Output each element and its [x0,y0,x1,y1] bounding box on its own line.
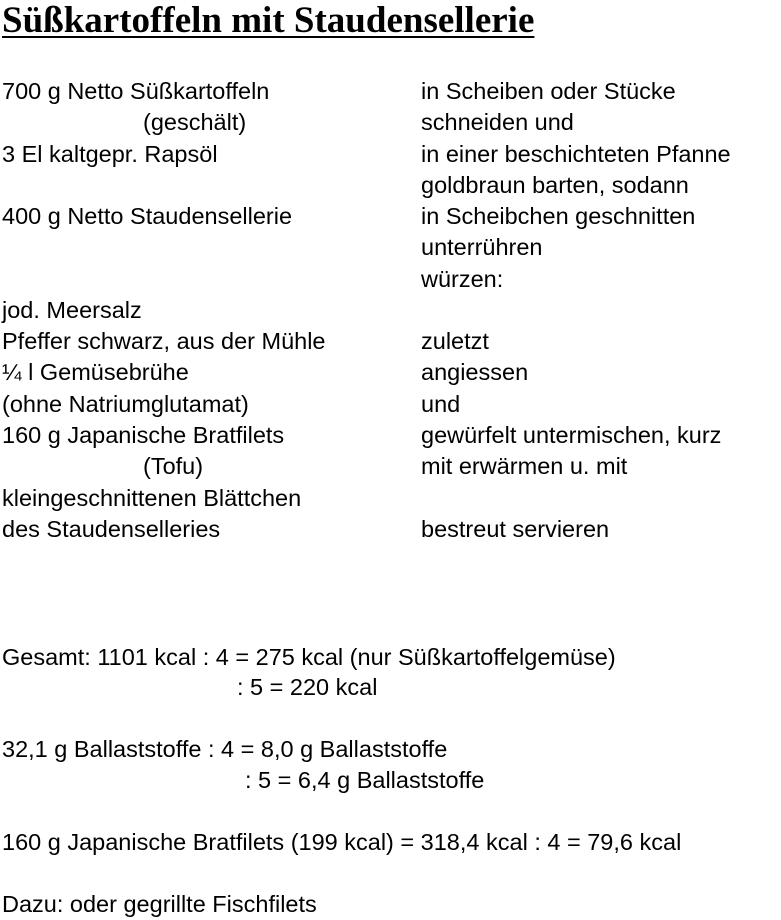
instruction-line: gewürfelt untermischen, kurz [421,422,722,448]
kcal-per-five-line: : 5 = 220 kcal [237,674,378,700]
ingredient-note: (geschält) [143,109,247,135]
ingredient-line: kleingeschnittenen Blättchen [2,485,302,511]
instruction-line: schneiden und [421,109,574,135]
instruction-line: unterrühren [421,234,543,260]
recipe-title: Süßkartoffeln mit Staudensellerie [2,0,535,41]
instruction-line: bestreut servieren [421,516,610,542]
fiber-total-line: 32,1 g Ballaststoffe : 4 = 8,0 g Ballaststoffe [2,736,448,762]
instruction-line: in Scheiben oder Stücke [421,78,676,104]
instruction-line: würzen: [421,266,504,292]
ingredient-line: 160 g Japanische Bratfilets [2,422,285,448]
instruction-line: in Scheibchen geschnitten [421,203,696,229]
ingredient-line: Pfeffer schwarz, aus der Mühle [2,328,326,354]
ingredient-note: (ohne Natriumglutamat) [2,391,249,417]
instruction-line: und [421,391,461,417]
instruction-line: goldbraun barten, sodann [421,172,689,198]
instruction-line: in einer beschichteten Pfanne [421,141,731,167]
tofu-kcal-line: 160 g Japanische Bratfilets (199 kcal) = 318,4 kcal : 4 = 79,6 kcal [2,829,682,855]
ingredient-line: 400 g Netto Staudensellerie [2,203,293,229]
instruction-line: zuletzt [421,328,489,354]
serving-suggestion: Dazu: oder gegrillte Fischfilets [2,891,317,917]
ingredient-line: 700 g Netto Süßkartoffeln [2,78,270,104]
ingredient-line: des Staudenselleries [2,516,221,542]
kcal-total-line: Gesamt: 1101 kcal : 4 = 275 kcal (nur Süßkartoffelgemüse) [2,644,616,670]
ingredient-line: jod. Meersalz [2,297,142,323]
ingredient-note: (Tofu) [143,453,204,479]
instruction-line: angiessen [421,359,529,385]
fiber-per-five-line: : 5 = 6,4 g Ballaststoffe [245,767,485,793]
instruction-line: mit erwärmen u. mit [421,453,628,479]
ingredient-line: 3 El kaltgepr. Rapsöl [2,141,218,167]
ingredient-line: ¼ l Gemüsebrühe [2,359,189,385]
